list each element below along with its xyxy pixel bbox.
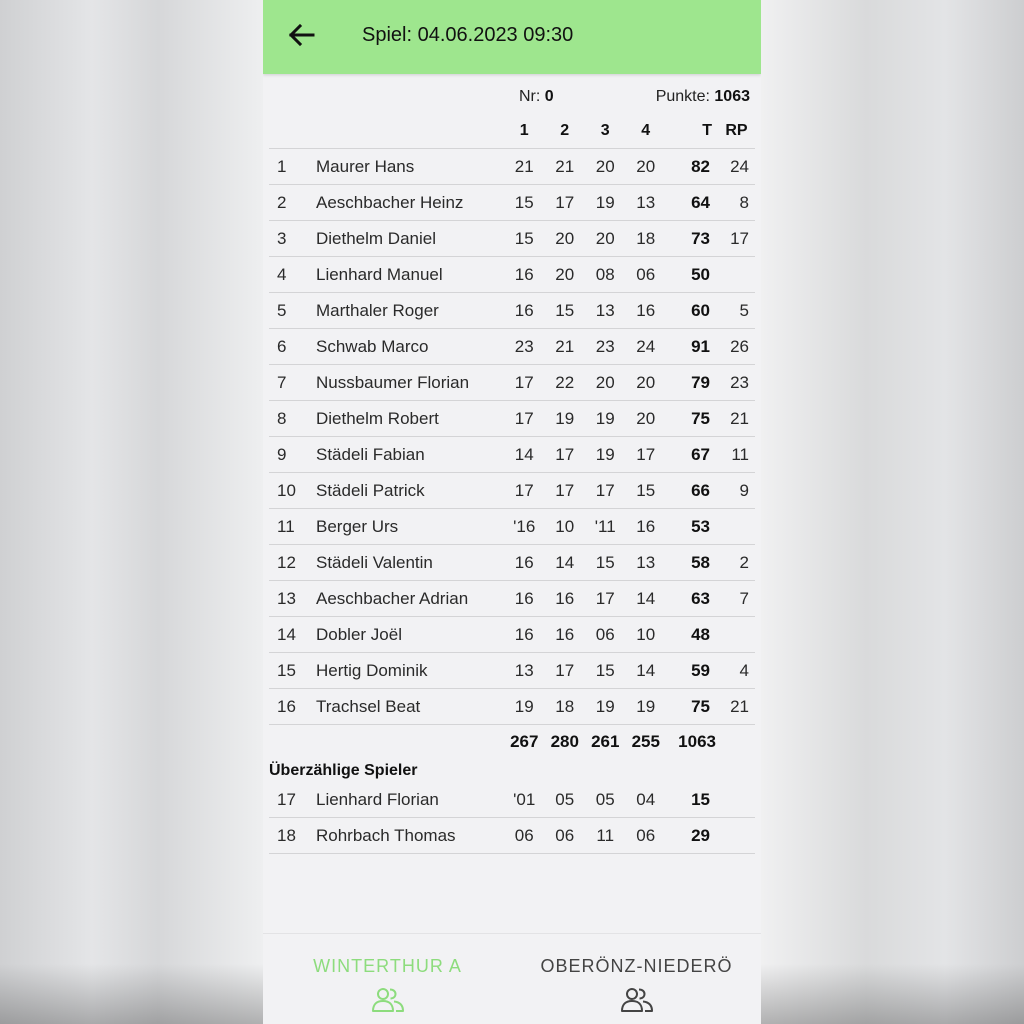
score-total: 64 — [666, 185, 718, 221]
player-name: Aeschbacher Adrian — [311, 581, 504, 617]
score-round-4: 13 — [626, 545, 667, 581]
table-row — [269, 329, 755, 365]
score-round-3: '11 — [585, 509, 626, 545]
bottom-navigation — [263, 933, 761, 1024]
score-round-2: 15 — [545, 293, 586, 329]
player-number: 2 — [269, 185, 311, 221]
player-name: Schwab Marco — [311, 329, 504, 365]
score-round-4: 14 — [626, 653, 667, 689]
score-round-4: 14 — [626, 581, 667, 617]
total-round-2: 280 — [550, 731, 579, 751]
score-round-3: 15 — [585, 545, 626, 581]
people-icon — [371, 986, 405, 1014]
score-rp: 21 — [718, 401, 755, 437]
score-round-1: 16 — [504, 257, 545, 293]
table-row — [269, 509, 755, 545]
player-number: 3 — [269, 221, 311, 257]
player-number: 8 — [269, 401, 311, 437]
score-rp — [718, 782, 755, 818]
total-sum: 1063 — [678, 731, 716, 751]
score-round-3: 15 — [585, 653, 626, 689]
score-round-3: 20 — [585, 221, 626, 257]
score-round-1: 17 — [504, 365, 545, 401]
score-rp: 24 — [718, 149, 755, 185]
score-round-1: '01 — [504, 782, 545, 818]
score-rp: 17 — [718, 221, 755, 257]
score-round-2: 18 — [545, 689, 586, 725]
table-header-row — [269, 114, 755, 149]
score-round-1: 17 — [504, 401, 545, 437]
player-name: Aeschbacher Heinz — [311, 185, 504, 221]
table-row — [269, 365, 755, 401]
player-name: Lienhard Florian — [311, 782, 504, 818]
table-row — [269, 257, 755, 293]
score-round-4: 19 — [626, 689, 667, 725]
game-info-row — [269, 74, 755, 114]
score-round-3: 08 — [585, 257, 626, 293]
score-round-4: 06 — [626, 818, 667, 854]
score-round-1: 21 — [504, 149, 545, 185]
player-name: Nussbaumer Florian — [311, 365, 504, 401]
score-round-1: 15 — [504, 221, 545, 257]
tab-label: WINTERTHUR A — [313, 956, 462, 976]
score-round-3: 11 — [585, 818, 626, 854]
score-round-2: 21 — [545, 149, 586, 185]
score-round-1: 15 — [504, 185, 545, 221]
extra-players-table — [269, 782, 755, 854]
score-rp: 23 — [718, 365, 755, 401]
app-bar — [263, 0, 761, 74]
player-number: 14 — [269, 617, 311, 653]
header-round-4: 4 — [626, 114, 667, 149]
table-row — [269, 782, 755, 818]
player-number: 1 — [269, 149, 311, 185]
score-rp: 9 — [718, 473, 755, 509]
player-name: Städeli Valentin — [311, 545, 504, 581]
table-row — [269, 545, 755, 581]
score-round-2: 22 — [545, 365, 586, 401]
score-round-4: 16 — [626, 509, 667, 545]
player-name: Diethelm Robert — [311, 401, 504, 437]
score-round-2: 17 — [545, 437, 586, 473]
totals-row — [269, 725, 755, 759]
score-total: 75 — [666, 689, 718, 725]
score-round-2: 10 — [545, 509, 586, 545]
player-name: Rohrbach Thomas — [311, 818, 504, 854]
punkte-value: 1063 — [714, 88, 750, 105]
score-round-3: 19 — [585, 401, 626, 437]
score-round-1: 13 — [504, 653, 545, 689]
header-round-3: 3 — [585, 114, 626, 149]
punkte-label: Punkte: — [655, 88, 710, 105]
score-total: 75 — [666, 401, 718, 437]
score-table-body — [269, 149, 755, 725]
score-table — [269, 114, 755, 758]
score-round-2: 20 — [545, 257, 586, 293]
score-round-1: 14 — [504, 437, 545, 473]
score-round-2: 21 — [545, 329, 586, 365]
totals-spacer — [718, 725, 755, 759]
player-name: Diethelm Daniel — [311, 221, 504, 257]
score-round-3: 19 — [585, 689, 626, 725]
player-number: 11 — [269, 509, 311, 545]
score-total: 53 — [666, 509, 718, 545]
header-rp: RP — [718, 114, 755, 149]
score-round-2: 16 — [545, 617, 586, 653]
score-round-4: 06 — [626, 257, 667, 293]
score-round-1: 17 — [504, 473, 545, 509]
extra-players-body — [269, 782, 755, 854]
score-round-1: '16 — [504, 509, 545, 545]
score-total: 48 — [666, 617, 718, 653]
score-rp: 7 — [718, 581, 755, 617]
score-round-2: 17 — [545, 473, 586, 509]
score-round-1: 16 — [504, 545, 545, 581]
table-row — [269, 617, 755, 653]
player-number: 13 — [269, 581, 311, 617]
score-round-3: 20 — [585, 365, 626, 401]
score-total: 82 — [666, 149, 718, 185]
background-blur-right — [761, 0, 1024, 1024]
player-number: 4 — [269, 257, 311, 293]
score-rp: 2 — [718, 545, 755, 581]
table-row — [269, 653, 755, 689]
score-rp — [718, 617, 755, 653]
tab-label: OBERÖNZ-NIEDERÖ — [540, 956, 733, 976]
score-total: 91 — [666, 329, 718, 365]
header-nr — [269, 114, 311, 149]
table-row — [269, 689, 755, 725]
people-icon — [620, 986, 654, 1014]
table-row — [269, 185, 755, 221]
extra-players-title: Überzählige Spieler — [269, 762, 418, 779]
score-round-2: 20 — [545, 221, 586, 257]
total-round-1: 267 — [510, 731, 539, 751]
table-row — [269, 293, 755, 329]
score-total: 79 — [666, 365, 718, 401]
score-round-2: 17 — [545, 653, 586, 689]
score-round-4: 15 — [626, 473, 667, 509]
score-total: 60 — [666, 293, 718, 329]
player-number: 16 — [269, 689, 311, 725]
score-round-4: 04 — [626, 782, 667, 818]
score-round-3: 20 — [585, 149, 626, 185]
score-round-1: 16 — [504, 581, 545, 617]
game-number — [519, 88, 554, 106]
nr-value: 0 — [544, 88, 554, 105]
total-round-3: 261 — [591, 731, 620, 751]
score-round-1: 16 — [504, 617, 545, 653]
score-rp: 8 — [718, 185, 755, 221]
score-round-4: 17 — [626, 437, 667, 473]
player-name: Städeli Fabian — [311, 437, 504, 473]
score-round-2: 05 — [545, 782, 586, 818]
player-number: 18 — [269, 818, 311, 854]
score-round-4: 20 — [626, 149, 667, 185]
score-round-4: 24 — [626, 329, 667, 365]
score-total: 73 — [666, 221, 718, 257]
score-round-4: 20 — [626, 365, 667, 401]
header-name — [311, 114, 504, 149]
player-name: Städeli Patrick — [311, 473, 504, 509]
totals-spacer — [311, 725, 504, 759]
score-round-3: 06 — [585, 617, 626, 653]
score-total: 29 — [666, 818, 718, 854]
background-blur-left — [0, 0, 263, 1024]
player-number: 6 — [269, 329, 311, 365]
score-rp: 5 — [718, 293, 755, 329]
score-rp: 11 — [718, 437, 755, 473]
score-total: 59 — [666, 653, 718, 689]
player-number: 5 — [269, 293, 311, 329]
score-total: 66 — [666, 473, 718, 509]
table-row — [269, 221, 755, 257]
player-name: Lienhard Manuel — [311, 257, 504, 293]
score-total: 58 — [666, 545, 718, 581]
phone-screen — [263, 0, 761, 1024]
player-number: 17 — [269, 782, 311, 818]
tab-oberoenz-niederoe[interactable] — [512, 934, 761, 1024]
player-name: Hertig Dominik — [311, 653, 504, 689]
table-row — [269, 401, 755, 437]
player-number: 9 — [269, 437, 311, 473]
player-number: 7 — [269, 365, 311, 401]
score-round-4: 10 — [626, 617, 667, 653]
score-round-2: 17 — [545, 185, 586, 221]
page-title: Spiel: 04.06.2023 09:30 — [362, 24, 574, 46]
score-round-3: 17 — [585, 473, 626, 509]
back-button[interactable] — [285, 18, 317, 52]
total-round-4: 255 — [631, 731, 660, 751]
player-number: 10 — [269, 473, 311, 509]
score-round-1: 16 — [504, 293, 545, 329]
score-round-2: 06 — [545, 818, 586, 854]
header-total: T — [666, 114, 718, 149]
score-total: 67 — [666, 437, 718, 473]
player-number: 15 — [269, 653, 311, 689]
score-round-3: 05 — [585, 782, 626, 818]
score-round-3: 19 — [585, 185, 626, 221]
score-round-2: 14 — [545, 545, 586, 581]
score-rp: 21 — [718, 689, 755, 725]
totals-spacer — [269, 725, 311, 759]
score-total: 15 — [666, 782, 718, 818]
score-rp: 26 — [718, 329, 755, 365]
score-rp — [718, 257, 755, 293]
table-row — [269, 581, 755, 617]
player-name: Marthaler Roger — [311, 293, 504, 329]
score-rp: 4 — [718, 653, 755, 689]
total-points — [656, 88, 750, 106]
score-rp — [718, 818, 755, 854]
score-round-4: 18 — [626, 221, 667, 257]
score-round-1: 23 — [504, 329, 545, 365]
player-name: Trachsel Beat — [311, 689, 504, 725]
tab-winterthur-a[interactable] — [263, 934, 512, 1024]
score-total: 50 — [666, 257, 718, 293]
player-name: Maurer Hans — [311, 149, 504, 185]
nr-label: Nr: — [519, 88, 541, 105]
score-round-2: 19 — [545, 401, 586, 437]
score-round-3: 19 — [585, 437, 626, 473]
header-round-1: 1 — [504, 114, 545, 149]
header-round-2: 2 — [545, 114, 586, 149]
score-total: 63 — [666, 581, 718, 617]
player-name: Berger Urs — [311, 509, 504, 545]
player-name: Dobler Joël — [311, 617, 504, 653]
score-round-4: 16 — [626, 293, 667, 329]
score-round-3: 23 — [585, 329, 626, 365]
table-row — [269, 473, 755, 509]
score-round-4: 20 — [626, 401, 667, 437]
score-round-3: 17 — [585, 581, 626, 617]
score-round-4: 13 — [626, 185, 667, 221]
score-round-1: 06 — [504, 818, 545, 854]
score-content — [269, 74, 755, 854]
player-number: 12 — [269, 545, 311, 581]
score-round-2: 16 — [545, 581, 586, 617]
score-round-1: 19 — [504, 689, 545, 725]
arrow-left-icon — [287, 23, 315, 47]
score-round-3: 13 — [585, 293, 626, 329]
table-row — [269, 149, 755, 185]
table-row — [269, 818, 755, 854]
score-rp — [718, 509, 755, 545]
table-row — [269, 437, 755, 473]
